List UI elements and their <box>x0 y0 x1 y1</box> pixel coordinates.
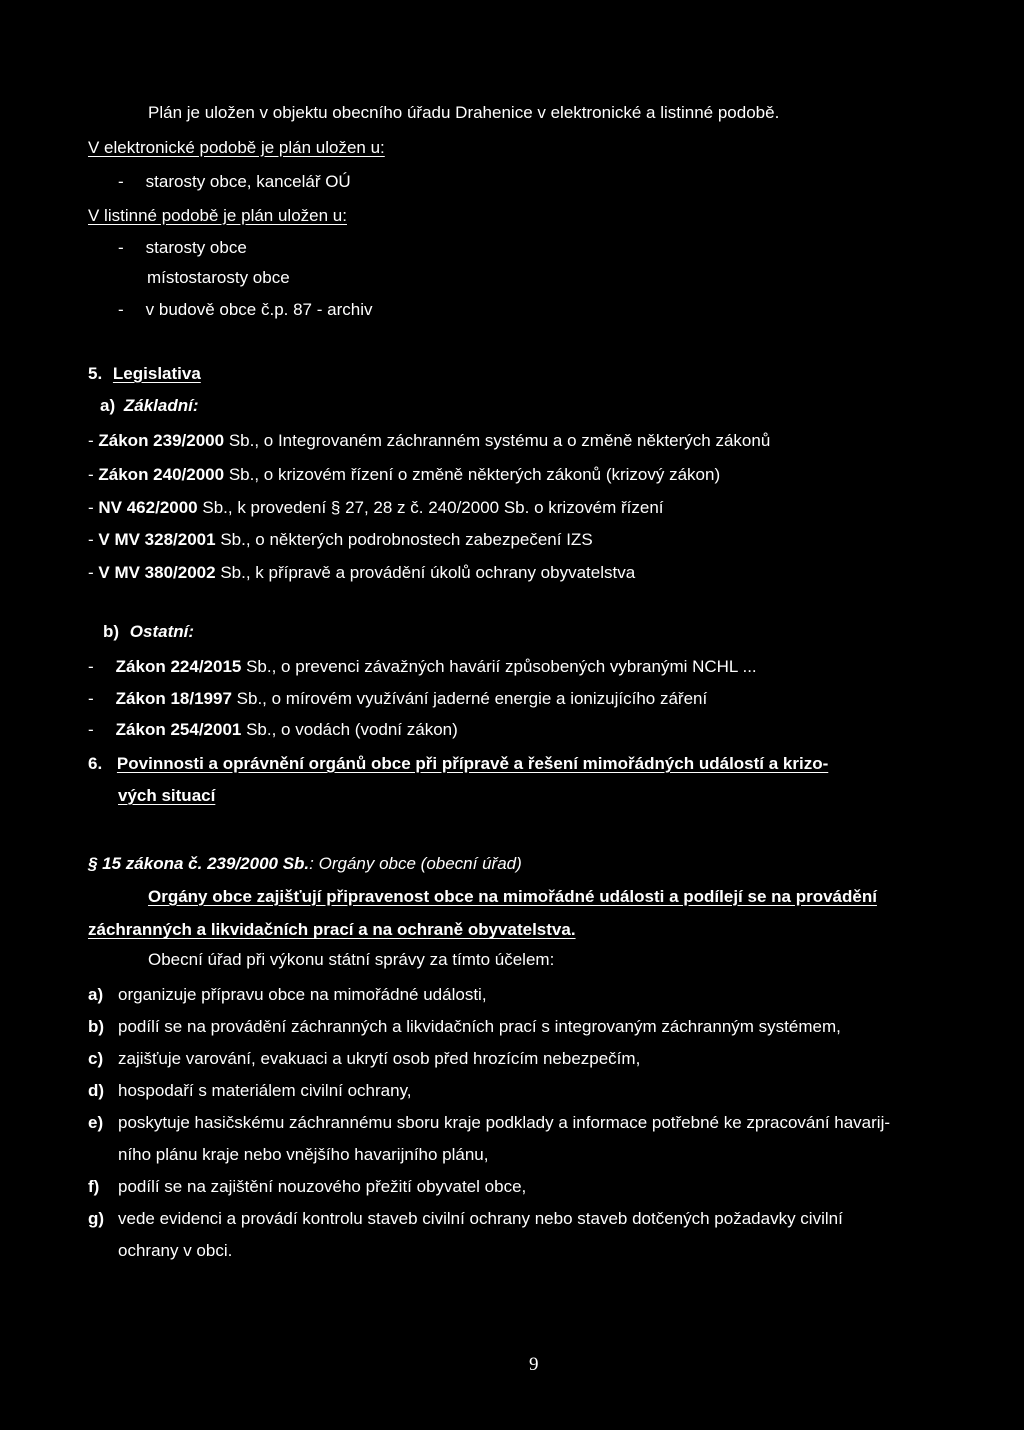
section6-number: 6. <box>88 754 103 773</box>
paper-item-text: v budově obce č.p. 87 - archiv <box>145 300 373 319</box>
list-label: f) <box>88 1177 100 1196</box>
list-text: zajišťuje varování, evakuaci a ukrytí osob před hrozícím nebezpečím, <box>118 1049 641 1068</box>
law-ref-rest: : Orgány obce (obecní úřad) <box>309 854 522 873</box>
law-ref: Zákon 239/2000 <box>98 431 225 450</box>
lead-text: Obecní úřad při výkonu státní správy za tímto účelem: <box>148 950 555 969</box>
section5-heading <box>88 364 201 384</box>
list-label: g) <box>88 1209 105 1228</box>
section6-heading <box>88 754 828 774</box>
subsection-b-heading <box>103 622 194 642</box>
list-text: poskytuje hasičskému záchrannému sboru kraje podklady a informace potřebné ke zpracování havarij- <box>118 1113 891 1132</box>
paper-item-cont: místostarosty obce <box>147 268 290 287</box>
section5-number: 5. <box>88 364 103 383</box>
bold-paragraph <box>88 887 980 941</box>
law-item: - Zákon 254/2001 Sb., o vodách (vodní zákon) <box>88 720 458 739</box>
list-label: d) <box>88 1081 105 1100</box>
law-text: Sb., o mírovém využívání jaderné energie a ionizujícího záření <box>231 689 708 708</box>
law-item: - Zákon 18/1997 Sb., o mírovém využívání jaderné energie a ionizujícího záření <box>88 689 708 708</box>
law-ref: Zákon 18/1997 <box>115 689 232 708</box>
law-ref-bold: § 15 zákona č. 239/2000 Sb. <box>88 854 310 873</box>
paper-item: - starosty obce <box>118 238 247 257</box>
law-reference <box>88 854 522 874</box>
list-label: e) <box>88 1113 104 1132</box>
section5-title: Legislativa <box>112 364 201 383</box>
paper-item-text: starosty obce <box>145 238 247 257</box>
subsection-a-heading <box>100 396 198 416</box>
subsection-b-label: b) <box>103 622 120 641</box>
subsection-b-title: Ostatní: <box>129 622 195 641</box>
law-text: Sb., k přípravě a provádění úkolů ochrany obyvatelstva <box>215 563 636 582</box>
list-text: hospodaří s materiálem civilní ochrany, <box>118 1081 412 1100</box>
list-text: vede evidenci a provádí kontrolu staveb civilní ochrany nebo staveb dotčených požadavky civilní <box>118 1209 843 1228</box>
list-item <box>88 1049 640 1069</box>
law-text: Sb., o vodách (vodní zákon) <box>241 720 458 739</box>
electronic-item-text: starosty obce, kancelář OÚ <box>145 172 351 191</box>
law-text: Sb., o některých podrobnostech zabezpečení IZS <box>215 530 593 549</box>
law-ref: Zákon 254/2001 <box>115 720 242 739</box>
law-text: Sb., o prevenci závažných havárií způsobených vybranými NCHL ... <box>241 657 757 676</box>
list-text: podílí se na zajištění nouzového přežití obyvatel obce, <box>118 1177 527 1196</box>
list-item-cont: ního plánu kraje nebo vnějšího havarijního plánu, <box>118 1145 489 1164</box>
law-ref: Zákon 240/2000 <box>98 465 225 484</box>
list-item-cont: ochrany v obci. <box>118 1241 233 1260</box>
law-text: Sb., o Integrovaném záchranném systému a o změně některých zákonů <box>224 431 771 450</box>
law-ref: NV 462/2000 <box>98 498 198 517</box>
paper-heading: V listinné podobě je plán uložen u: <box>88 206 347 225</box>
law-item: - Zákon 224/2015 Sb., o prevenci závažných havárií způsobených vybranými NCHL ... <box>88 657 757 676</box>
law-item: - Zákon 240/2000 Sb., o krizovém řízení o změně některých zákonů (krizový zákon) <box>88 465 721 484</box>
list-item <box>88 1113 890 1133</box>
law-ref: V MV 380/2002 <box>98 563 216 582</box>
section6-title: Povinnosti a oprávnění orgánů obce při přípravě a řešení mimořádných událostí a krizo- <box>116 754 829 773</box>
bold-paragraph-line: záchranných a likvidačních prací a na ochraně obyvatelstva. <box>88 920 576 940</box>
list-item <box>88 1081 412 1101</box>
law-item: - V MV 328/2001 Sb., o některých podrobnostech zabezpečení IZS <box>88 530 593 549</box>
page-number: 9 <box>529 1354 539 1375</box>
subsection-a-label: a) <box>100 396 116 415</box>
list-label: a) <box>88 985 104 1004</box>
law-text: Sb., o krizovém řízení o změně některých zákonů (krizový zákon) <box>224 465 721 484</box>
electronic-heading: V elektronické podobě je plán uložen u: <box>88 138 385 157</box>
law-ref: Zákon 224/2015 <box>115 657 242 676</box>
bold-paragraph-line: Orgány obce zajišťují připravenost obce na mimořádné události a podílejí se na provádění <box>148 887 877 906</box>
paper-item: - v budově obce č.p. 87 - archiv <box>118 300 373 319</box>
law-item: - NV 462/2000 Sb., k provedení § 27, 28 z č. 240/2000 Sb. o krizovém řízení <box>88 498 664 517</box>
law-item: - Zákon 239/2000 Sb., o Integrovaném záchranném systému a o změně některých zákonů <box>88 431 771 450</box>
list-item <box>88 1017 841 1037</box>
list-label: c) <box>88 1049 104 1068</box>
intro-line: Plán je uložen v objektu obecního úřadu Drahenice v elektronické a listinné podobě. <box>148 103 780 122</box>
law-item: - V MV 380/2002 Sb., k přípravě a provádění úkolů ochrany obyvatelstva <box>88 563 636 582</box>
electronic-item: - starosty obce, kancelář OÚ <box>118 172 351 191</box>
subsection-a-title: Základní: <box>123 396 199 415</box>
list-item <box>88 985 487 1005</box>
list-text: podílí se na provádění záchranných a likvidačních prací s integrovaným záchranným systémem, <box>118 1017 841 1036</box>
list-item <box>88 1209 843 1229</box>
law-text: Sb., k provedení § 27, 28 z č. 240/2000 Sb. o krizovém řízení <box>197 498 664 517</box>
list-item <box>88 1177 526 1197</box>
law-ref: V MV 328/2001 <box>98 530 216 549</box>
list-label: b) <box>88 1017 105 1036</box>
list-text: organizuje přípravu obce na mimořádné události, <box>118 985 487 1004</box>
section6-title-cont: vých situací <box>118 786 216 805</box>
